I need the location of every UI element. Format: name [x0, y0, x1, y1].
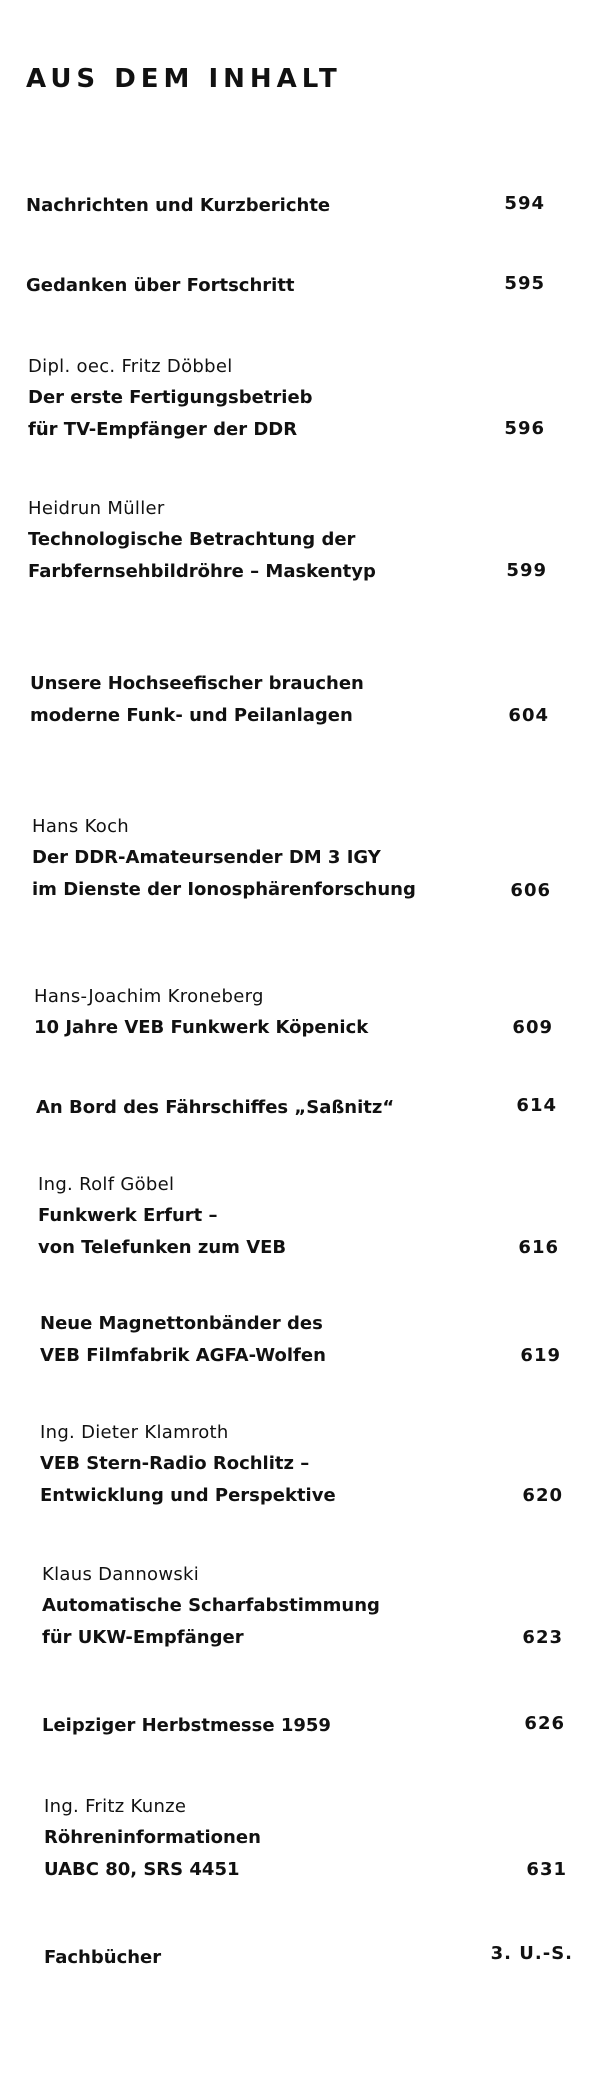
entry-title-line: Röhreninformationen — [44, 1827, 261, 1848]
entry-title-line: UABC 80, SRS 4451 — [44, 1859, 240, 1880]
entry-title-line: moderne Funk- und Peilanlagen — [30, 705, 353, 726]
toc-entry — [42, 1560, 587, 1654]
entry-page-number: 594 — [504, 193, 545, 214]
entry-page-number: 595 — [504, 273, 545, 294]
entry-title — [40, 1308, 585, 1372]
entry-page-number: 626 — [524, 1713, 565, 1734]
entry-title — [28, 382, 573, 446]
toc-entry — [40, 1418, 585, 1512]
entry-title — [44, 1822, 589, 1886]
entry-title-line: VEB Filmfabrik AGFA-Wolfen — [40, 1345, 326, 1366]
toc-entry — [40, 1308, 585, 1372]
entry-page-number: 620 — [522, 1485, 563, 1506]
toc-entry — [28, 494, 573, 588]
entry-page-number: 609 — [512, 1017, 553, 1038]
toc-entry — [44, 1792, 589, 1886]
entry-title — [28, 524, 573, 588]
page-title: AUS DEM INHALT — [26, 64, 342, 94]
entry-page-number: 604 — [508, 705, 549, 726]
entry-title-line: im Dienste der Ionosphärenforschung — [32, 879, 416, 900]
entry-page-number: 614 — [516, 1095, 557, 1116]
entry-title-line: Technologische Betrachtung der — [28, 529, 356, 550]
toc-entry — [26, 270, 571, 302]
entry-title — [38, 1200, 583, 1264]
entry-title-line: An Bord des Fährschiffes „Saßnitz“ — [36, 1097, 395, 1118]
entry-author: Dipl. oec. Fritz Döbbel — [28, 356, 233, 377]
entry-title-line: Der DDR-Amateursender DM 3 IGY — [32, 847, 381, 868]
entry-author: Ing. Rolf Göbel — [38, 1174, 175, 1195]
entry-title — [34, 1012, 579, 1044]
entry-title-line: Unsere Hochseefischer brauchen — [30, 673, 364, 694]
entry-title-line: Fachbücher — [44, 1947, 162, 1968]
entry-author: Hans-Joachim Kroneberg — [34, 986, 264, 1007]
entry-page-number: 619 — [520, 1345, 561, 1366]
entry-title — [42, 1710, 587, 1742]
entry-title-line: Neue Magnettonbänder des — [40, 1313, 323, 1334]
entry-title — [32, 842, 577, 906]
toc-entry — [26, 190, 571, 222]
toc-entry — [34, 982, 579, 1044]
entry-title-line: Gedanken über Fortschritt — [26, 275, 295, 296]
entry-title — [42, 1590, 587, 1654]
entry-title-line: für UKW-Empfänger — [42, 1627, 244, 1648]
toc-entry — [28, 352, 573, 446]
entry-page-number: 599 — [506, 560, 547, 581]
entry-title-line: für TV-Empfänger der DDR — [28, 419, 298, 440]
entry-title-line: Automatische Scharfabstimmung — [42, 1595, 380, 1616]
entry-title — [30, 668, 575, 732]
entry-title — [26, 190, 571, 222]
entry-title-line: Leipziger Herbstmesse 1959 — [42, 1715, 331, 1736]
entry-title-line: Nachrichten und Kurzberichte — [26, 195, 331, 216]
entry-title-line: von Telefunken zum VEB — [38, 1237, 287, 1258]
entry-title-line: Entwicklung und Perspektive — [40, 1485, 336, 1506]
entry-author: Ing. Fritz Kunze — [44, 1796, 187, 1817]
toc-entry — [38, 1170, 583, 1264]
entry-page-number: 606 — [510, 880, 551, 901]
entry-page-number: 616 — [518, 1237, 559, 1258]
toc-entry — [36, 1092, 581, 1124]
entry-title-line: VEB Stern-Radio Rochlitz – — [40, 1453, 310, 1474]
entry-page-number: 623 — [522, 1627, 563, 1648]
toc-entry — [30, 668, 575, 732]
entry-author: Heidrun Müller — [28, 498, 165, 519]
toc-entry — [32, 812, 577, 906]
entry-author: Hans Koch — [32, 816, 129, 837]
entry-title-line: 10 Jahre VEB Funkwerk Köpenick — [34, 1017, 369, 1038]
entry-title — [40, 1448, 585, 1512]
entry-title — [26, 270, 571, 302]
entry-title-line: Funkwerk Erfurt – — [38, 1205, 218, 1226]
entry-title — [36, 1092, 581, 1124]
entry-page-number: 631 — [526, 1859, 567, 1880]
entry-title-line: Der erste Fertigungsbetrieb — [28, 387, 313, 408]
entry-author: Klaus Dannowski — [42, 1564, 200, 1585]
entry-author: Ing. Dieter Klamroth — [40, 1422, 229, 1443]
entry-page-number: 3. U.-S. — [490, 1943, 573, 1964]
entry-title-line: Farbfernsehbildröhre – Maskentyp — [28, 561, 376, 582]
entry-page-number: 596 — [504, 418, 545, 439]
toc-entry — [42, 1710, 587, 1742]
